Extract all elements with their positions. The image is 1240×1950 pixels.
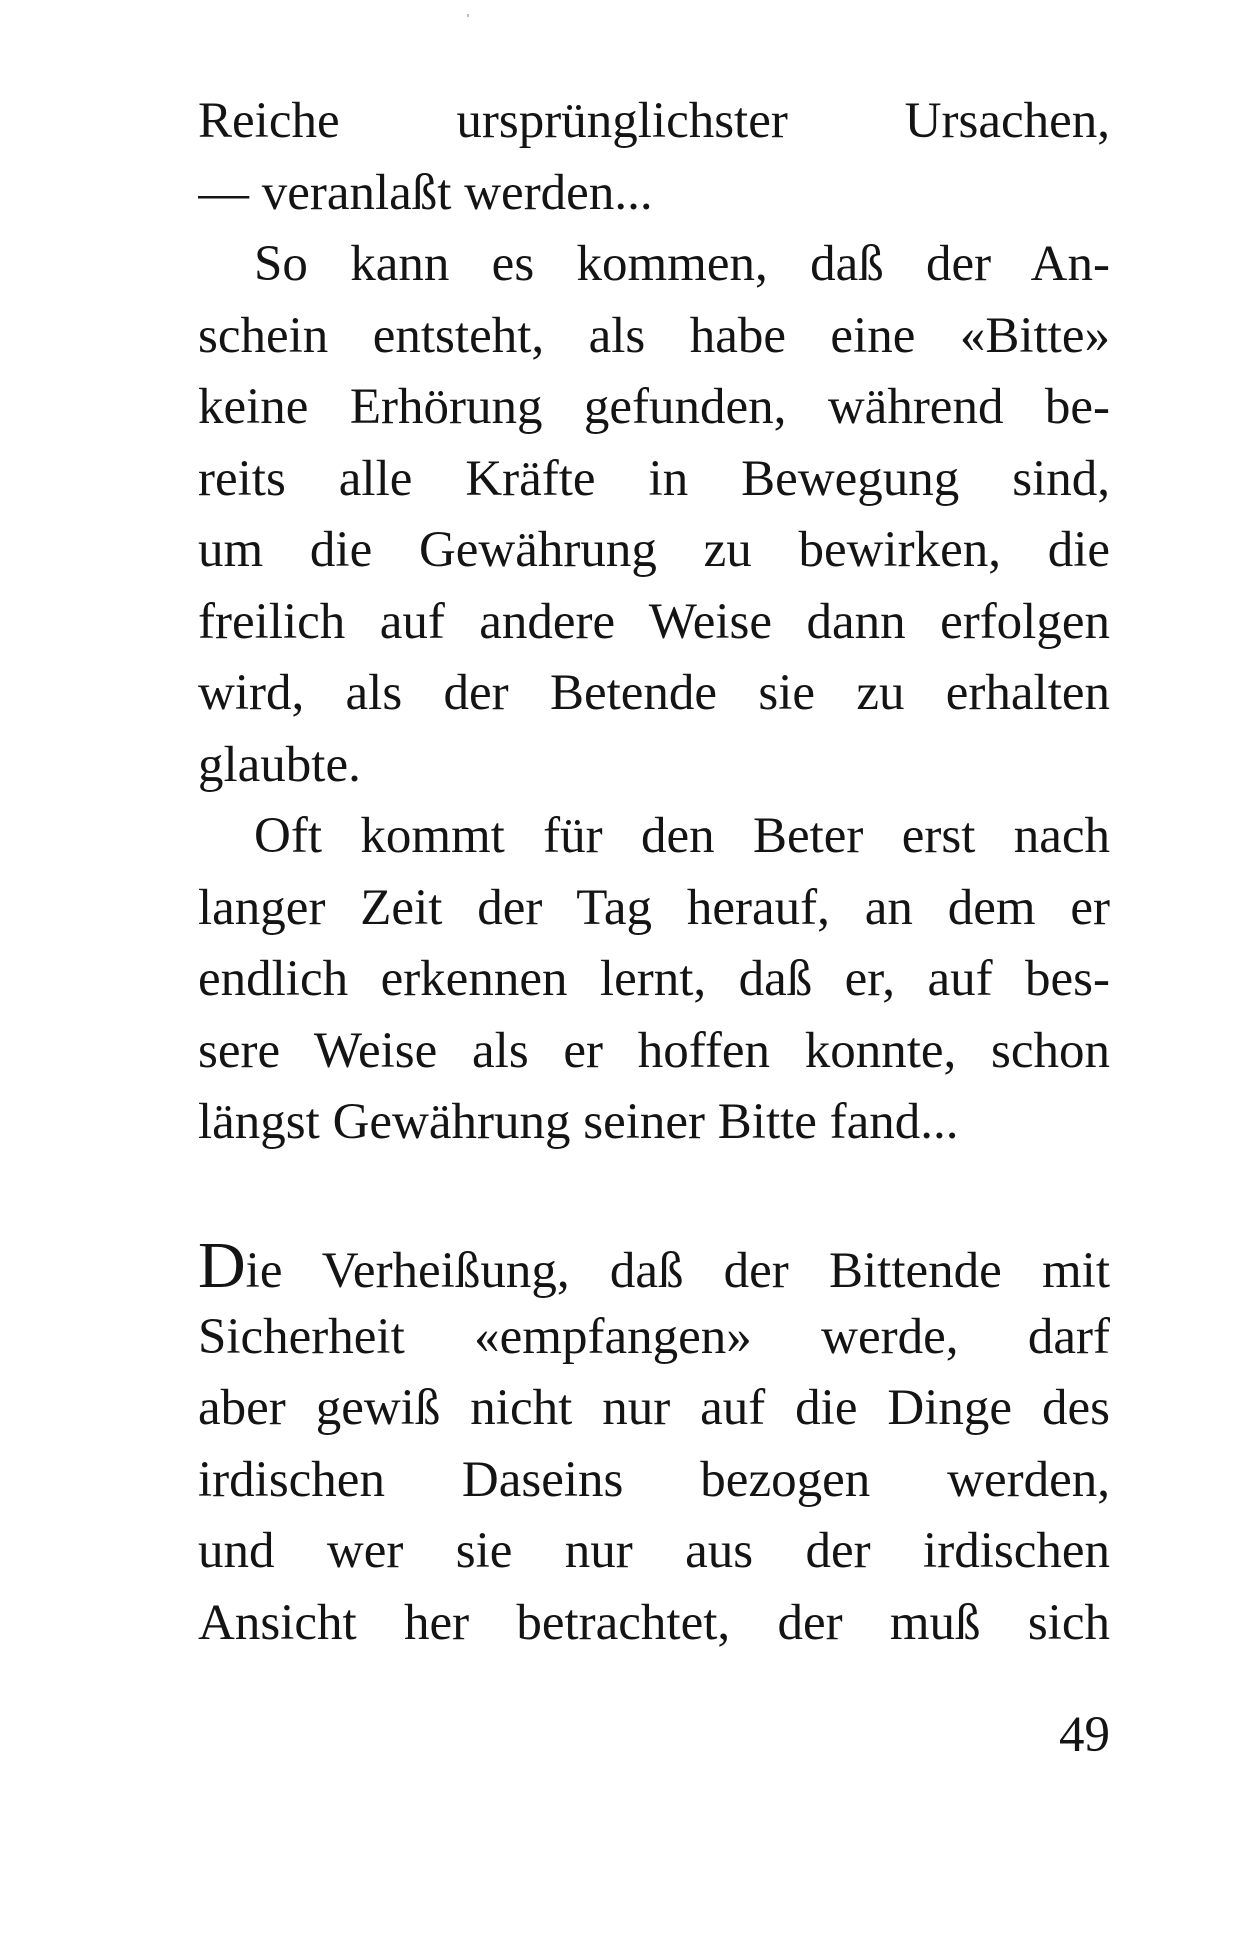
text-line: sere Weise als er hoffen konnte, schon [198, 1022, 1110, 1079]
text-line: schein entsteht, als habe eine «Bitte» [198, 307, 1110, 364]
text-line: Sicherheit «empfangen» werde, darf [198, 1308, 1110, 1365]
paragraph-continuation [198, 86, 1110, 229]
text-line: keine Erhörung gefunden, während be- [198, 379, 1110, 435]
paragraph-3 [198, 801, 1110, 1159]
text-line-rest: ie Verheißung, daß der Bittende mit [245, 1243, 1110, 1299]
text-line: So kann es kommen, daß der An- [254, 236, 1110, 292]
text-line: aber gewiß nicht nur auf die Dinge des [198, 1380, 1110, 1436]
text-line: Reiche ursprünglichster Ursachen, [198, 93, 1110, 149]
text-line: Ansicht her betrachtet, der muß sich [198, 1594, 1110, 1651]
text-line: irdischen Daseins bezogen werden, [198, 1451, 1110, 1508]
text-line: reits alle Kräfte in Bewegung sind, [198, 450, 1110, 507]
text-line: endlich erkennen lernt, daß er, auf bes- [198, 951, 1110, 1007]
text-line: langer Zeit der Tag herauf, an dem er [198, 879, 1110, 936]
text-line: freilich auf andere Weise dann erfolgen [198, 593, 1110, 650]
initial-letter: D [198, 1230, 246, 1302]
page-number: 49 [1059, 1707, 1110, 1763]
text-line: um die Gewährung zu bewirken, die [198, 522, 1110, 578]
text-line: längst Gewährung seiner Bitte fand... [198, 1094, 959, 1150]
paper-speck [467, 14, 469, 17]
text-line: und wer sie nur aus der irdischen [198, 1523, 1110, 1579]
text-line: glaubte. [198, 736, 361, 793]
text-line: wird, als der Betende sie zu erhalten [198, 665, 1110, 721]
text-line: — veranlaßt werden... [198, 164, 653, 221]
paragraph-2 [198, 229, 1110, 801]
text-line [198, 1230, 1110, 1302]
paragraph-4 [198, 1230, 1110, 1659]
text-line: Oft kommt für den Beter erst nach [254, 808, 1110, 864]
